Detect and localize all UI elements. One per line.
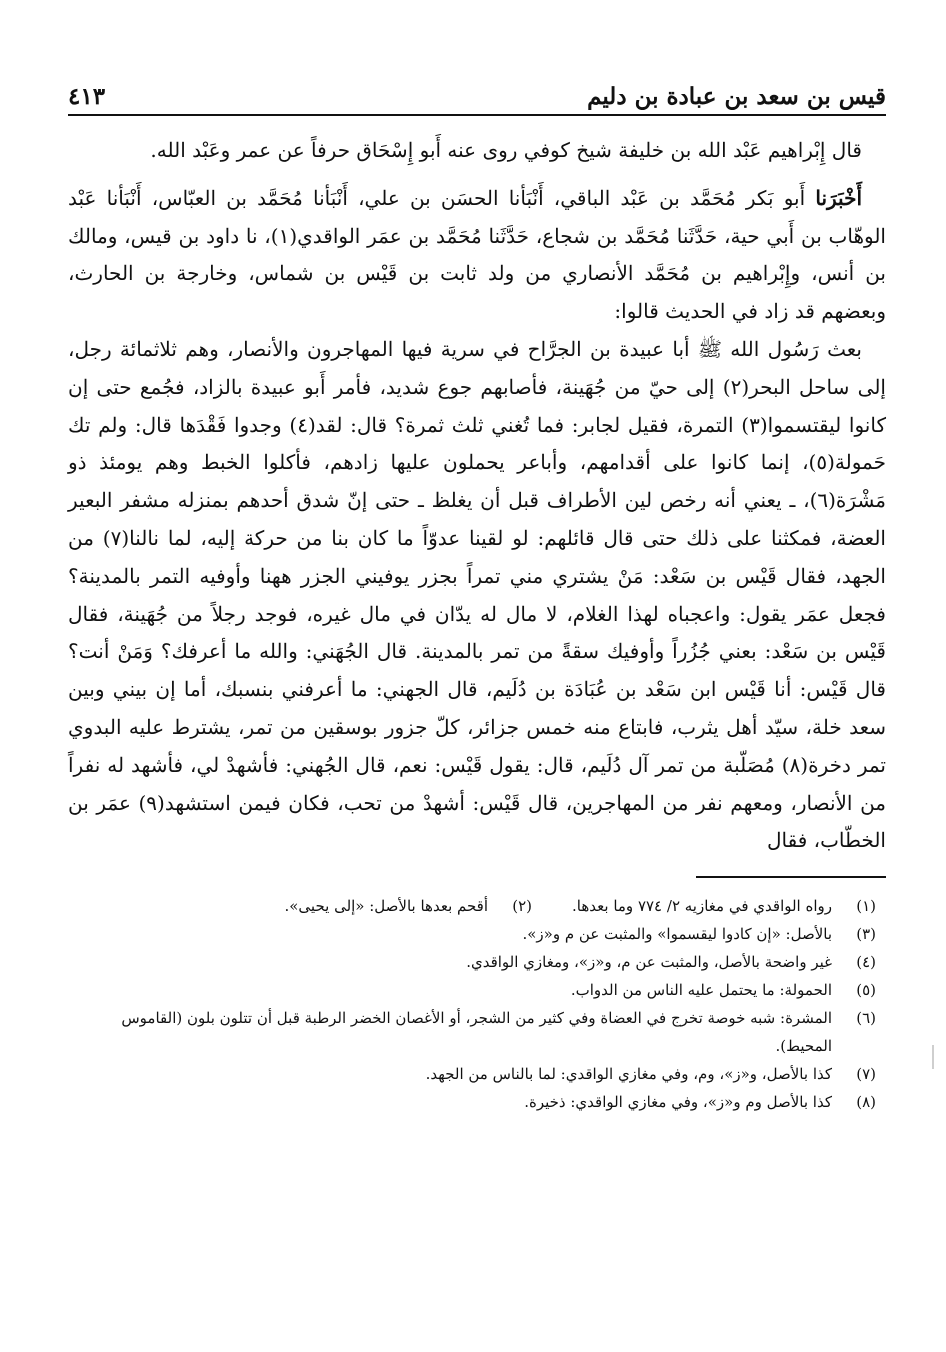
page <box>68 70 886 1116</box>
footnote-7-text: كذا بالأصل، و«ز»، وم، وفي مغازي الواقدي: لما بالناس من الجهد. <box>425 1065 832 1084</box>
footnote-6-text: المشرة: شبه خوصة تخرج في العضاة وفي كثير من الشجر، أو الأغصان الخضر الرطبة قبل أن تتلون بلون (القاموس المحيط). <box>121 1009 832 1056</box>
footnote-row-1-2 <box>68 892 876 920</box>
scan-edge-mark <box>932 1045 934 1069</box>
footnote-6-number: (٦) <box>856 1009 876 1028</box>
footnote-7 <box>68 1060 876 1088</box>
footnote-4-number: (٤) <box>856 953 876 972</box>
footnote-4-text: غير واضحة بالأصل، والمثبت عن م، و«ز»، ومغازي الواقدي. <box>466 953 832 972</box>
footnote-5-number: (٥) <box>856 981 876 1000</box>
footnote-3 <box>68 920 876 948</box>
footnote-2-text: أقحم بعدها بالأصل: «إلى يحيى». <box>284 897 489 916</box>
footnote-8-text: كذا بالأصل وم و«ز»، وفي مغازي الواقدي: ذخيرة. <box>524 1093 832 1112</box>
header-title: قيس بن سعد بن عبادة بن دليم <box>587 83 886 110</box>
footnote-4 <box>68 948 876 976</box>
main-text <box>68 132 886 860</box>
footnote-1-text: رواه الواقدي في مغازيه ٢/ ٧٧٤ وما بعدها. <box>572 897 832 916</box>
paragraph-2 <box>68 180 886 331</box>
paragraph-2-text: أَبو بَكر مُحَمَّد بن عَبْد الباقي، أَنْبَأنا الحسَن بن علي، أَنْبَأنا مُحَمَّد بن العبّاس، أَنْبَأنا عَبْد الوهّاب بن أَبي حية، حَدَّثَنا مُحَمَّد بن شجاع، حَدَّثَنا مُحَمَّد بن عمَر الواقدي(١)، نا داود بن قيس، ومالك بن أنس، وإِبْراهيم بن مُحَمَّد الأنصاري من ولد ثابت بن قَيْس بن شماس، وخارجة بن الحارث، وبعضهم قد زاد في الحديث قالوا: <box>68 185 886 324</box>
paragraph-2-lead: أَخْبَرَنا <box>815 185 862 210</box>
running-header <box>68 70 886 116</box>
footnote-8 <box>68 1088 876 1116</box>
paragraph-1: قال إِبْراهيم عَبْد الله بن خليفة شيخ كوفي روى عنه أَبو إِسْحَاق حرفاً عن عمر وعَبْد الله. <box>150 138 862 162</box>
footnote-3-number: (٣) <box>856 925 876 944</box>
footnote-7-number: (٧) <box>856 1065 876 1084</box>
footnote-2 <box>284 892 532 920</box>
footnote-2-number: (٢) <box>512 897 533 916</box>
footnote-1 <box>572 892 876 920</box>
footnote-5-text: الحمولة: ما يحتمل عليه الناس من الدواب. <box>570 981 832 1000</box>
page-number: ٤١٣ <box>68 83 106 110</box>
footnote-1-number: (١) <box>856 897 876 916</box>
footnote-8-number: (٨) <box>856 1093 876 1112</box>
paragraph-3: بعث رَسُول الله ﷺ أبا عبيدة بن الجرَّاح في سرية فيها المهاجرون والأنصار، وهم ثلاثمائة رجل، إلى ساحل البحر(٢) إلى حيّ من جُهَينة، فأصابهم جوع شديد، فأمر أَبو عبيدة بالزاد، فجُمع حتى إن كانوا ليقتسموا(٣) التمرة، فقيل لجابر: فما تُغني ثلث ثمرة؟ قال: لقد(٤) وجدوا فَقْدَها قال: ولم تك حَمولة(٥)، إنما كانوا على أقدامهم، وأباعر يحملون عليها زادهم، فأكلوا الخبط وهم يومئذ ذو مَشْرَة(٦)، ـ يعني أنه رخص لين الأطراف قبل أن يغلظ ـ حتى إنّ شدق أحدهم بمنزله مشفر البعير العضة، فمكثنا على ذلك حتى قال قائلهم: لو لقينا عدوّاً ما كان بنا من حركة إليه، لما نالنا(٧) من الجهد، فقال قَيْس بن سَعْد: مَنْ يشتري مني تمراً بجزر يوفيني الجزر ههنا وأوفيه التمر بالمدينة؟ فجعل عمَر يقول: واعجباه لهذا الغلام، لا مال له يدّان في مال غيره، فوجد رجلاً من جُهَينة، فقال قَيْس بن سَعْد: بعني جُزُراً وأوفيك سقةً من تمر بالمدينة. قال الجُهَني: والله ما أعرفك؟ وَمَنْ أنت؟ قال قَيْس: أنا قَيْس ابن سَعْد بن عُبَادَة بن دُلَيم، قال الجهني: ما أعرفني بنسبك، أما إن بيني وبين سعد خلة، سيّد أهل يثرب، فابتاع منه خمس جزائر، كلّ جزور بوسقين من تمر، يشترط عليه البدوي تمر دخرة(٨) مُصَلّبة من تمر آل دُلَيم، قال: يقول قَيْس: نعم، قال الجُهني: فأشهدْ لي، فأشهد له نفراً من الأنصار، ومعهم نفر من المهاجرين، قال قَيْس: أشهدْ من تحب، فكان فيمن استشهد(٩) عمَر بن الخطّاب، فقال <box>68 336 887 853</box>
footnotes <box>68 892 886 1116</box>
footnote-5 <box>68 976 876 1004</box>
footnote-6 <box>68 1004 876 1060</box>
footnote-3-text: بالأصل: «إن كادوا ليقسموا» والمثبت عن م و«ز». <box>522 925 832 944</box>
footnote-separator <box>696 876 886 878</box>
